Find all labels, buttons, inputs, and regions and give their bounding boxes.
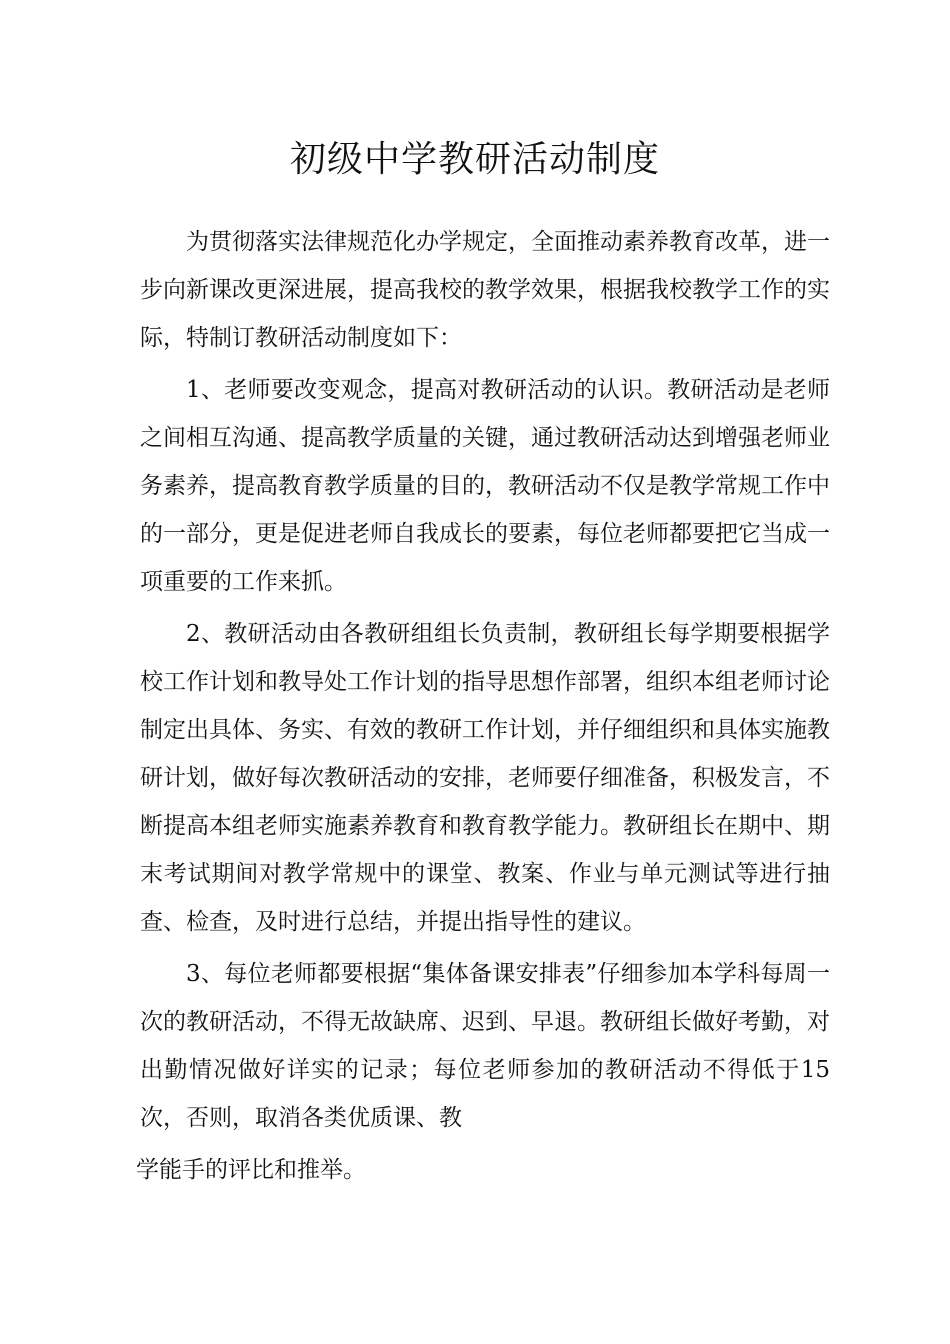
paragraph-item-3-continuation: 学能手的评比和推举。 [136,1157,366,1183]
document-body [136,218,830,1198]
paragraph-item-3: 3、每位老师都要根据“集体备课安排表”仔细参加本学科每周一次的教研活动，不得无故缺席、迟到、早退。教研组长做好考勤，对出勤情况做好详实的记录；每位老师参加的教研活动不得低于15次，否则，取消各类优质课、教 [140,961,830,1131]
intro-paragraph: 为贯彻落实法律规范化办学规定，全面推动素养教育改革，进一步向新课改更深进展，提高我校的教学效果，根据我校教学工作的实际，特制订教研活动制度如下： [140,229,830,351]
document-title: 初级中学教研活动制度 [289,139,660,180]
paragraph-item-2: 2、教研活动由各教研组组长负责制，教研组长每学期要根据学校工作计划和教导处工作计划的指导思想作部署，组织本组老师讨论制定出具体、务实、有效的教研工作计划，并仔细组织和具体实施教研计划，做好每次教研活动的安排，老师要仔细准备，积极发言，不断提高本组老师实施素养教育和教育教学能力。教研组长在期中、期末考试期间对教学常规中的课堂、教案、作业与单元测试等进行抽查、检查，及时进行总结，并提出指导性的建议。 [140,621,830,935]
paragraph-item-1: 1、老师要改变观念，提高对教研活动的认识。教研活动是老师之间相互沟通、提高教学质量的关键，通过教研活动达到增强老师业务素养，提高教育教学质量的目的，教研活动不仅是教学常规工作中的一部分，更是促进老师自我成长的要素，每位老师都要把它当成一项重要的工作来抓。 [140,377,830,595]
